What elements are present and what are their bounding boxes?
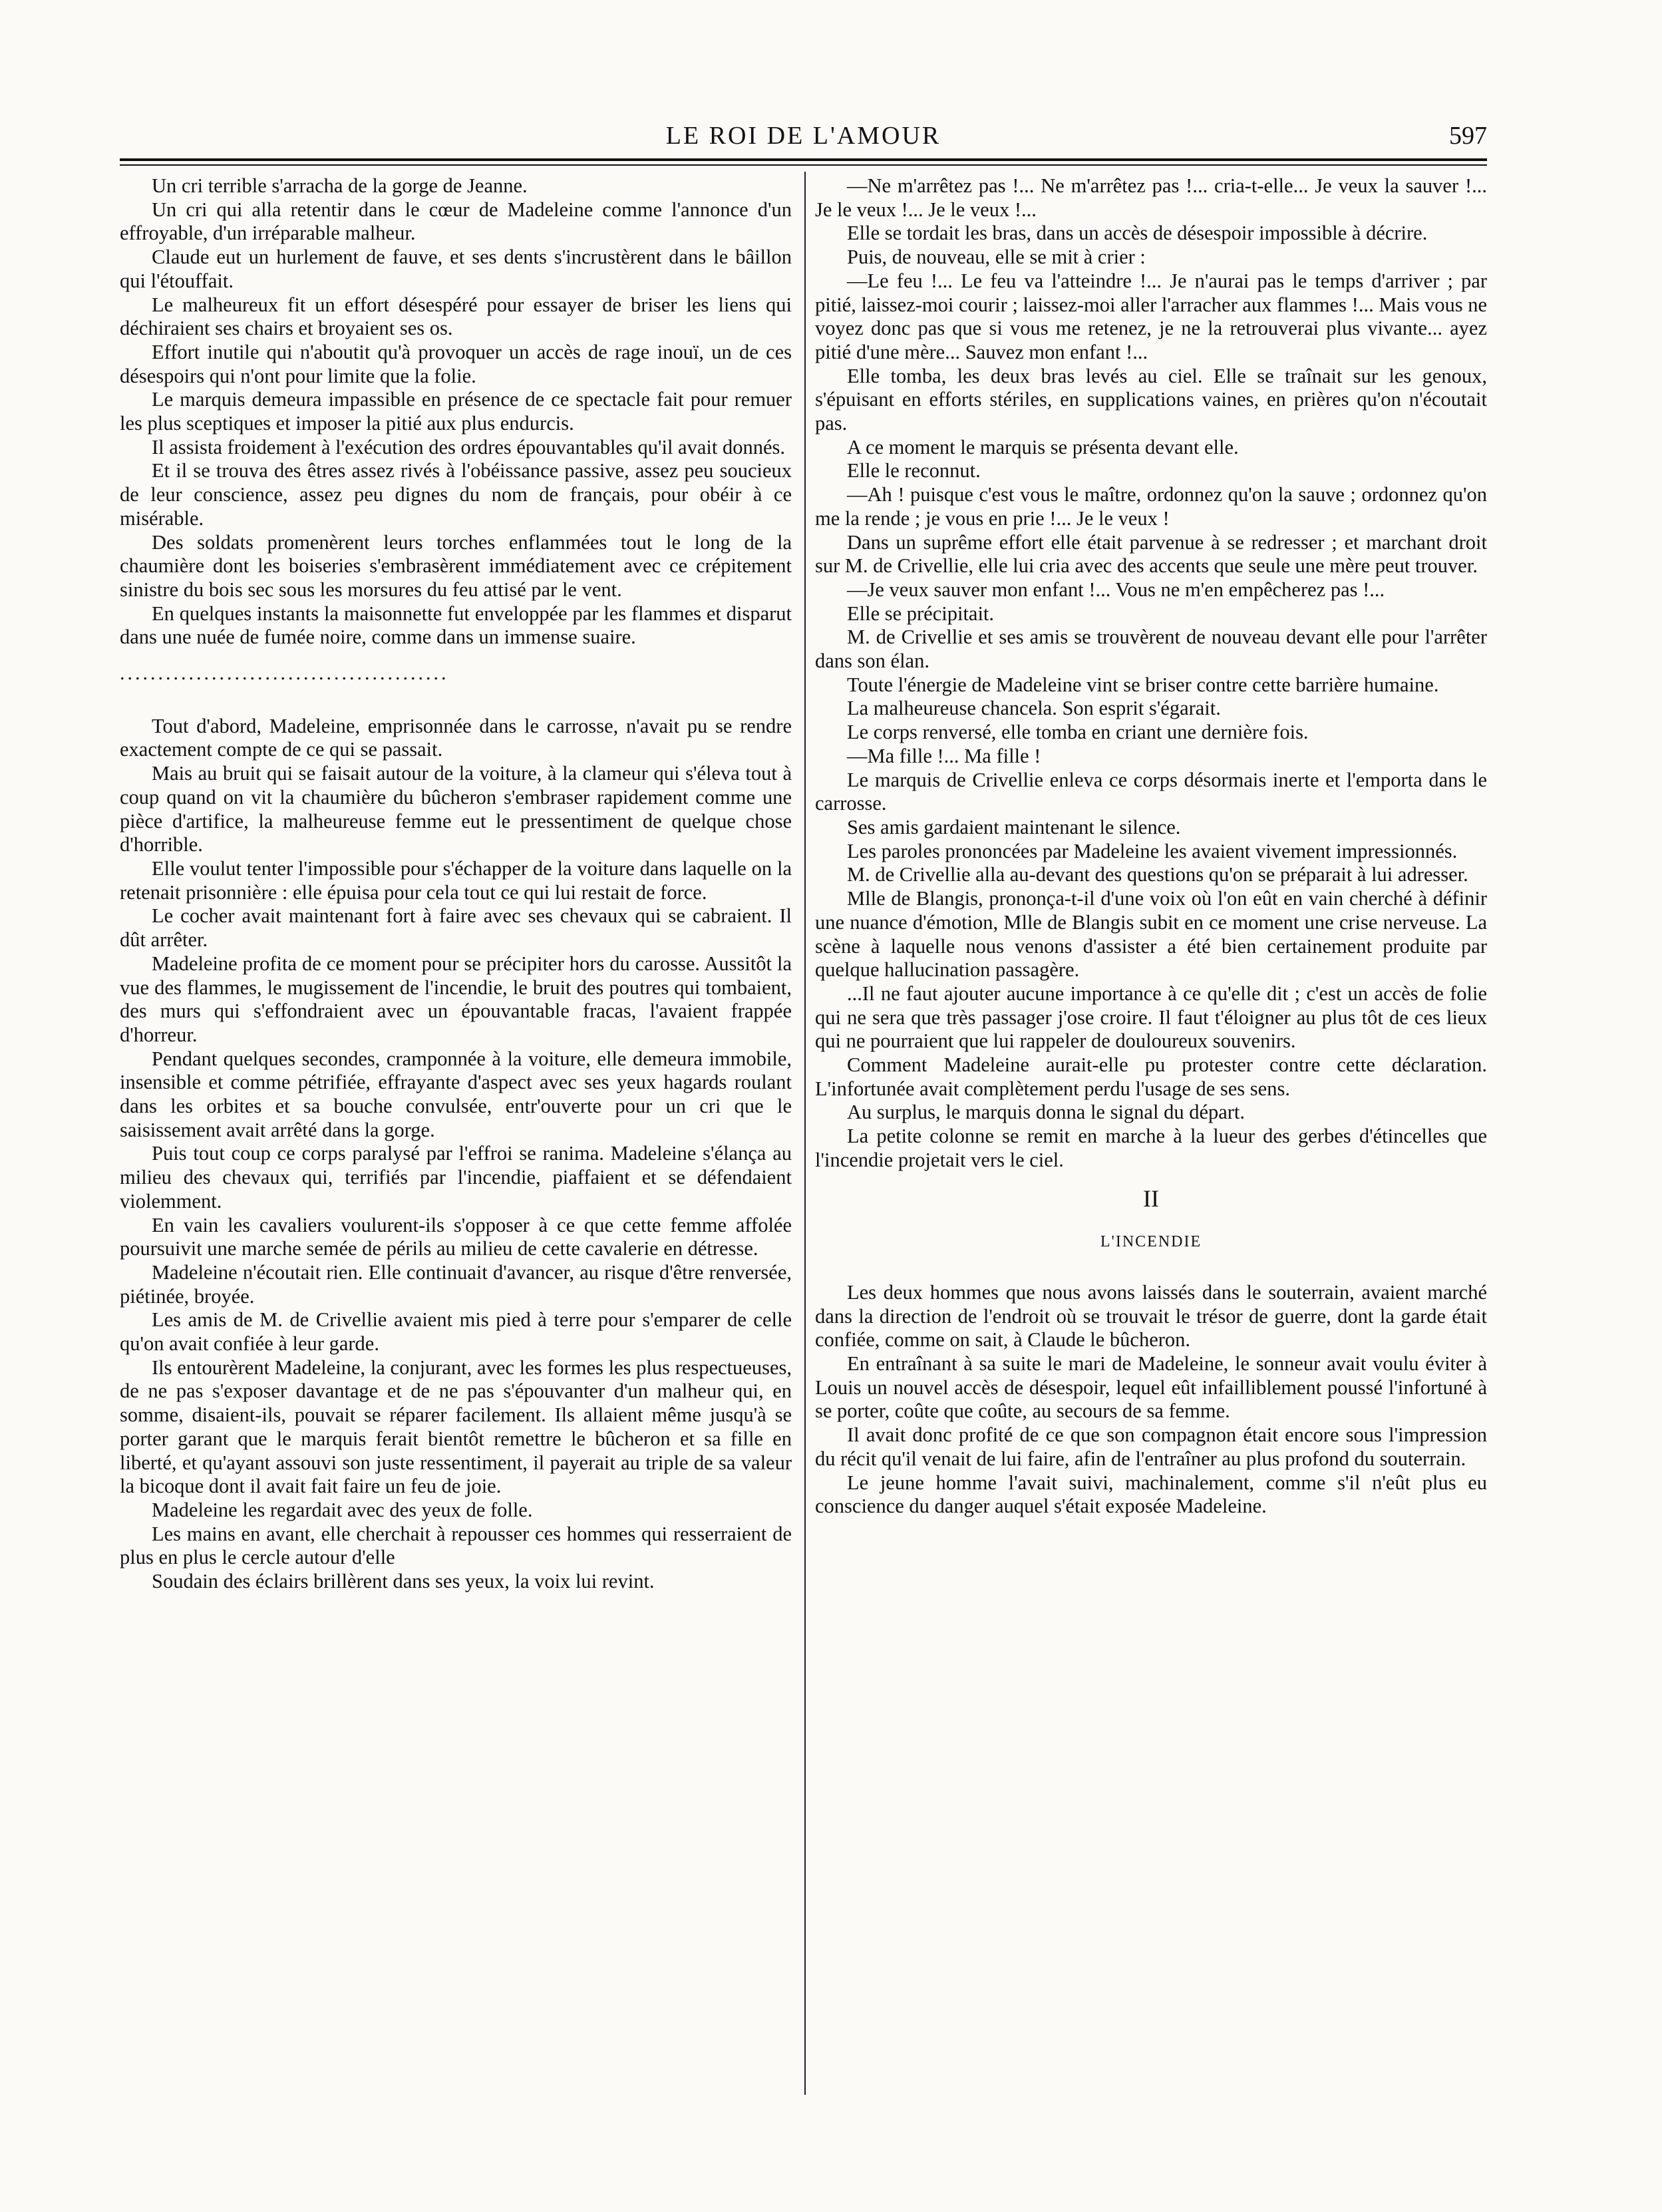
left-paragraphs-a: [120, 174, 792, 649]
paragraph: Mais au bruit qui se faisait autour de la voiture, à la clameur qui s'éleva tout à coup quand on vit la chaumière du bûcheron s'embraser rapidement comme une pièce d'artifice, la malheureuse femme eut le pressentiment de quelque chose d'horrible.: [120, 762, 792, 856]
paragraph: Pendant quelques secondes, cramponnée à la voiture, elle demeura immobile, insensible et comme pétrifiée, effrayante d'aspect avec ses yeux hagards roulant dans les orbites et sa bouche convulsée, entr'ouverte pour un cri que le saisissement avait arrêté dans la gorge.: [120, 1047, 792, 1141]
header-rule-thin: [120, 164, 1487, 166]
paragraph: —Ne m'arrêtez pas !... Ne m'arrêtez pas !... cria-t-elle... Je veux la sauver !... Je le veux !... Je le veux !...: [815, 174, 1487, 221]
paragraph: En vain les cavaliers voulurent-ils s'opposer à ce que cette femme affolée poursuivit une marche semée de périls au milieu de cette cavalerie en détresse.: [120, 1213, 792, 1260]
left-column: [120, 174, 792, 2078]
page-number: 597: [1449, 122, 1487, 150]
paragraph: Soudain des éclairs brillèrent dans ses yeux, la voix lui revint.: [152, 1570, 655, 1593]
right-column: [815, 174, 1487, 2078]
paragraph: Tout d'abord, Madeleine, emprisonnée dans le carrosse, n'avait pu se rendre exactement compte de ce qui se passait.: [120, 714, 792, 761]
right-paragraphs-a: [815, 174, 1487, 1173]
paragraph: Puis, de nouveau, elle se mit à crier :: [847, 246, 1146, 269]
right-paragraphs-b: [815, 1281, 1487, 1519]
paragraph: La petite colonne se remit en marche à la lueur des gerbes d'étincelles que l'incendie projetait vers le ciel.: [815, 1125, 1487, 1171]
paragraph: La malheureuse chancela. Son esprit s'égarait.: [847, 697, 1221, 720]
paragraph: Elle se précipitait.: [847, 602, 995, 625]
paragraph: Ils entourèrent Madeleine, la conjurant, avec les formes les plus respectueuses, de ne pas s'exposer davantage et de ne pas s'épouvanter d'un malheur qui, en somme, disaient-ils, pouvait se réparer facilement. Ils allaient même jusqu'à se porter garant que le marquis ferait bientôt remettre le bûcheron et sa fille en liberté, et qu'ayant assouvi son juste ressentiment, il payerait au triple de sa valeur la bicoque dont il avait fait faire un feu de joie.: [120, 1356, 792, 1498]
paragraph: En quelques instants la maisonnette fut enveloppée par les flammes et disparut dans une nuée de fumée noire, comme dans un immense suaire.: [120, 602, 792, 649]
paragraph: Il assista froidement à l'exécution des ordres épouvantables qu'il avait donnés.: [152, 435, 785, 459]
page-header: [120, 117, 1487, 160]
section-title: L'INCENDIE: [1100, 1233, 1202, 1251]
paragraph: Mlle de Blangis, prononça-t-il d'une voix où l'on eût en vain cherché à définir une nuance d'émotion, Mlle de Blangis subit en ce moment une crise nerveuse. La scène à laquelle nous venons d'assister a été bien certainement produite par quelque hallucination passagère.: [815, 887, 1487, 982]
paragraph: Claude eut un hurlement de fauve, et ses dents s'incrustèrent dans le bâillon qui l'étouffait.: [120, 246, 792, 292]
paragraph: Des soldats promenèrent leurs torches enflammées tout le long de la chaumière dont les boiseries s'embrasèrent immédiatement avec ce crépitement sinistre du bois sec sous les morsures du feu attisé par le vent.: [120, 530, 792, 601]
section-number: II: [1143, 1185, 1159, 1212]
paragraph: Le jeune homme l'avait suivi, machinalement, comme s'il n'eût plus eu conscience du danger auquel s'était exposée Madeleine.: [815, 1471, 1487, 1518]
paragraph: Le corps renversé, elle tomba en criant une dernière fois.: [847, 721, 1309, 744]
paragraph: Le malheureux fit un effort désespéré pour essayer de briser les liens qui déchiraient ses chairs et broyaient ses os.: [120, 293, 792, 340]
paragraph: Au surplus, le marquis donna le signal du départ.: [847, 1101, 1246, 1124]
paragraph: Madeleine n'écoutait rien. Elle continuait d'avancer, au risque d'être renversée, piétinée, broyée.: [120, 1260, 792, 1308]
paragraph: Il avait donc profité de ce que son compagnon était encore sous l'impression du récit qu'il venait de lui faire, afin de l'entraîner au plus profond du souterrain.: [815, 1423, 1487, 1470]
column-divider: [804, 172, 806, 2095]
paragraph: —Je veux sauver mon enfant !... Vous ne m'en empêcherez pas !...: [847, 578, 1385, 601]
paragraph: Les mains en avant, elle cherchait à repousser ces hommes qui resserraient de plus en plus le cercle autour d'elle: [120, 1522, 792, 1569]
paragraph: —Ah ! puisque c'est vous le maître, ordonnez qu'on la sauve ; ordonnez qu'on me la rende ; je vous en prie !... Je le veux !: [815, 483, 1487, 530]
paragraph: —Ma fille !... Ma fille !: [847, 744, 1041, 767]
paragraph: Puis tout coup ce corps paralysé par l'effroi se ranima. Madeleine s'élança au milieu des chevaux qui, terrifiés par l'incendie, piaffaient et se défendaient violemment.: [120, 1142, 792, 1212]
paragraph: Elle voulut tenter l'impossible pour s'échapper de la voiture dans laquelle on la retenait prisonnière : elle épuisa pour cela tout ce qui lui restait de force.: [120, 856, 792, 904]
running-title: LE ROI DE L'AMOUR: [665, 122, 941, 150]
paragraph: Madeleine les regardait avec des yeux de folle.: [152, 1498, 533, 1521]
left-paragraphs-b: [120, 715, 792, 1594]
paragraph: En entraînant à sa suite le mari de Madeleine, le sonneur avait voulu éviter à Louis un nouvel accès de désespoir, lequel eût infailliblement poussé l'infortuné à se porter, coûte que coûte, au secours de sa femme.: [815, 1352, 1487, 1423]
paragraph: M. de Crivellie et ses amis se trouvèrent de nouveau devant elle pour l'arrêter dans son élan.: [815, 626, 1487, 673]
paragraph: Un cri terrible s'arracha de la gorge de Jeanne.: [152, 174, 528, 197]
paragraph: Madeleine profita de ce moment pour se précipiter hors du carosse. Aussitôt la vue des flammes, le mugissement de l'incendie, le bruit des poutres qui tombaient, des murs qui s'effondraient avec un épouvantable fracas, l'avaient frappée d'horreur.: [120, 952, 792, 1046]
paragraph: —Le feu !... Le feu va l'atteindre !... Je n'aurai pas le temps d'arriver ; par pitié, laissez-moi courir ; laissez-moi aller l'arracher aux flammes !... Mais vous ne voyez donc pas que si vous me retenez, je ne la retrouverai plus vivante... ayez pitié d'une mère... Sauvez mon enfant !...: [815, 269, 1487, 363]
paragraph: Elle le reconnut.: [847, 459, 981, 482]
paragraph: Le cocher avait maintenant fort à faire avec ses chevaux qui se cabraient. Il dût arrêter.: [120, 904, 792, 952]
paragraph: Les amis de M. de Crivellie avaient mis pied à terre pour s'emparer de celle qu'on avait confiée à leur garde.: [120, 1308, 792, 1356]
paragraph: M. de Crivellie alla au-devant des questions qu'on se préparait à lui adresser.: [847, 863, 1468, 886]
paragraph: Et il se trouva des êtres assez rivés à l'obéissance passive, assez peu soucieux de leur conscience, assez peu dignes du nom de français, pour obéir à ce misérable.: [120, 459, 792, 530]
paragraph: ...Il ne faut ajouter aucune importance à ce qu'elle dit ; c'est un accès de folie qui ne sera que très passager j'ose croire. Il faut t'éloigner au plus tôt de ces lieux qui ne pourraient que lui rappeler de douloureux souvenirs.: [815, 982, 1487, 1053]
header-rule-thick: [120, 158, 1487, 161]
paragraph: Ses amis gardaient maintenant le silence.: [847, 815, 1181, 838]
paragraph: Les paroles prononcées par Madeleine les avaient vivement impressionnés.: [847, 839, 1458, 862]
paragraph: Le marquis de Crivellie enleva ce corps désormais inerte et l'emporta dans le carrosse.: [815, 768, 1487, 815]
paragraph: Le marquis demeura impassible en présence de ce spectacle fait pour remuer les plus sceptiques et imposer la pitié aux plus endurcis.: [120, 388, 792, 435]
paragraph: Un cri qui alla retentir dans le cœur de Madeleine comme l'annonce d'un effroyable, d'un irréparable malheur.: [120, 198, 792, 245]
paragraph: Effort inutile qui n'aboutit qu'à provoquer un accès de rage inouï, un de ces désespoirs qui n'ont pour limite que la folie.: [120, 340, 792, 387]
paragraph: Dans un suprême effort elle était parvenue à se redresser ; et marchant droit sur M. de Crivellie, elle lui cria avec des accents que seule une mère peut trouver.: [815, 530, 1487, 578]
paragraph: Comment Madeleine aurait-elle pu protester contre cette déclaration. L'infortunée avait complètement perdu l'usage de ses sens.: [815, 1053, 1487, 1100]
paragraph: Les deux hommes que nous avons laissés dans le souterrain, avaient marché dans la direction de l'endroit où se trouvait le trésor de guerre, dont la garde était confiée, comme on sait, à Claude le bûcheron.: [815, 1280, 1487, 1352]
paragraph: Elle se tordait les bras, dans un accès de désespoir impossible à décrire.: [847, 222, 1428, 245]
paragraph: Elle tomba, les deux bras levés au ciel. Elle se traînait sur les genoux, s'épuisant en efforts stériles, en supplications vaines, en prières qu'on n'écoutait pas.: [815, 364, 1487, 435]
paragraph: A ce moment le marquis se présenta devant elle.: [847, 435, 1239, 459]
dotted-separator: ...........................................: [120, 662, 449, 685]
paragraph: Toute l'énergie de Madeleine vint se briser contre cette barrière humaine.: [847, 673, 1439, 696]
